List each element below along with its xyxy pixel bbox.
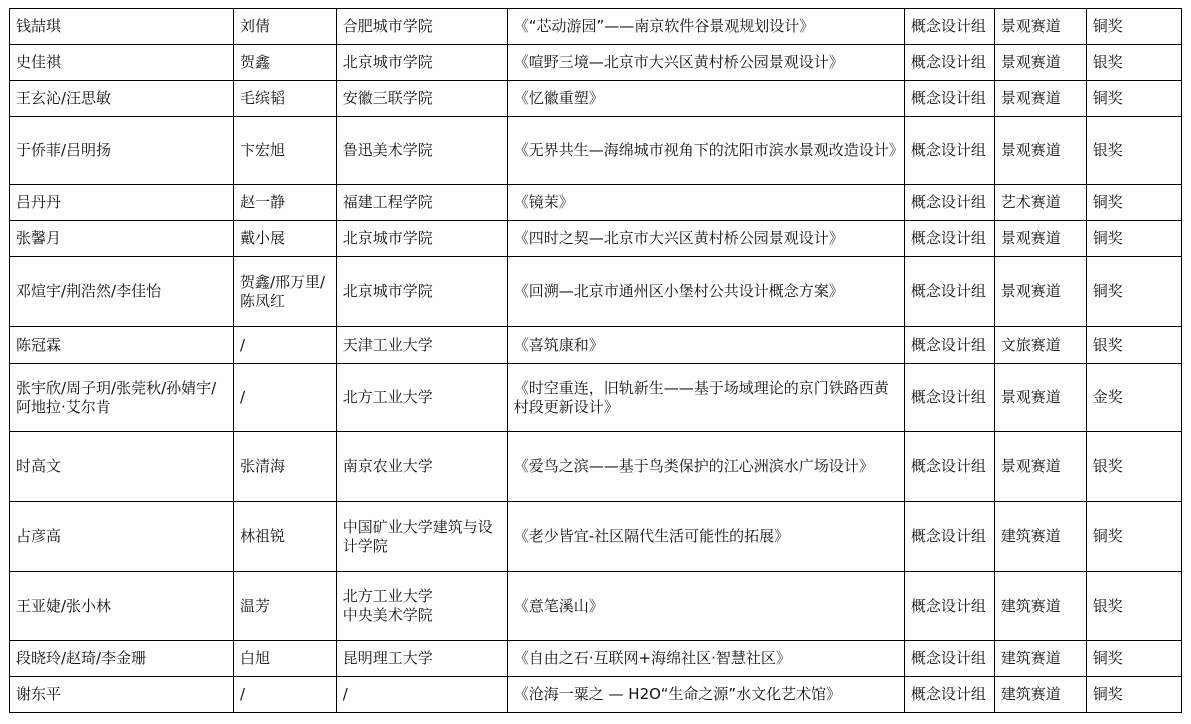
group-cell: 概念设计组	[904, 432, 994, 502]
advisor-cell: 贺鑫	[234, 45, 337, 81]
award-cell: 铜奖	[1086, 502, 1181, 572]
track-cell: 景观赛道	[994, 81, 1086, 117]
table-row	[10, 641, 1182, 677]
group-cell: 概念设计组	[904, 641, 994, 677]
advisor-cell: /	[234, 327, 337, 364]
award-cell: 银奖	[1086, 327, 1181, 364]
school-cell: 合肥城市学院	[336, 9, 507, 45]
advisor-cell: 林祖锐	[234, 502, 337, 572]
table-row	[10, 364, 1182, 432]
table-row	[10, 9, 1182, 45]
award-cell: 银奖	[1086, 432, 1181, 502]
participant-cell: 段晓玲/赵琦/李金珊	[10, 641, 234, 677]
track-cell: 艺术赛道	[994, 185, 1086, 221]
table-row	[10, 432, 1182, 502]
table-row	[10, 502, 1182, 572]
work-title-cell: 《爱鸟之滨——基于鸟类保护的江心洲滨水广场设计》	[507, 432, 904, 502]
advisor-cell: 戴小展	[234, 221, 337, 257]
work-title-cell: 《自由之石·互联网+海绵社区·智慧社区》	[507, 641, 904, 677]
work-title-cell: 《时空重连，旧轨新生——基于场域理论的京门铁路西黄村段更新设计》	[507, 364, 904, 432]
advisor-cell: 毛缤韬	[234, 81, 337, 117]
track-cell: 建筑赛道	[994, 641, 1086, 677]
advisor-cell: /	[234, 677, 337, 713]
advisor-cell: /	[234, 364, 337, 432]
awards-table	[9, 8, 1182, 713]
participant-cell: 于侨菲/吕明扬	[10, 117, 234, 185]
participant-cell: 张馨月	[10, 221, 234, 257]
school-line: 北方工业大学	[342, 587, 433, 605]
table-row	[10, 221, 1182, 257]
table-row	[10, 257, 1182, 327]
group-cell: 概念设计组	[904, 502, 994, 572]
school-cell: 安徽三联学院	[336, 81, 507, 117]
group-cell: 概念设计组	[904, 572, 994, 641]
award-cell: 铜奖	[1086, 257, 1181, 327]
work-title-cell: 《喧野三境—北京市大兴区黄村桥公园景观设计》	[507, 45, 904, 81]
table-row	[10, 117, 1182, 185]
work-title-cell: 《四时之契—北京市大兴区黄村桥公园景观设计》	[507, 221, 904, 257]
track-cell: 景观赛道	[994, 9, 1086, 45]
award-cell: 银奖	[1086, 45, 1181, 81]
award-cell: 铜奖	[1086, 185, 1181, 221]
award-cell: 银奖	[1086, 117, 1181, 185]
participant-cell: 王玄沁/汪思敏	[10, 81, 234, 117]
award-cell: 银奖	[1086, 572, 1181, 641]
participant-cell: 张宇欣/周子玥/张莞秋/孙婧宇/阿地拉·艾尔肯	[10, 364, 234, 432]
group-cell: 概念设计组	[904, 9, 994, 45]
participant-cell: 史佳祺	[10, 45, 234, 81]
participant-cell: 占彦高	[10, 502, 234, 572]
school-cell: 北方工业大学	[336, 364, 507, 432]
award-cell: 铜奖	[1086, 9, 1181, 45]
track-cell: 景观赛道	[994, 45, 1086, 81]
track-cell: 建筑赛道	[994, 677, 1086, 713]
group-cell: 概念设计组	[904, 117, 994, 185]
work-title-cell: 《喜筑康和》	[507, 327, 904, 364]
participant-cell: 谢东平	[10, 677, 234, 713]
work-title-cell: 《沧海一粟之 — H2O“生命之源”水文化艺术馆》	[507, 677, 904, 713]
table-row	[10, 45, 1182, 81]
track-cell: 景观赛道	[994, 432, 1086, 502]
work-title-cell: 《意笔溪山》	[507, 572, 904, 641]
school-cell: 昆明理工大学	[336, 641, 507, 677]
school-cell	[336, 572, 507, 641]
work-title-cell: 《无界共生—海绵城市视角下的沈阳市滨水景观改造设计》	[507, 117, 904, 185]
group-cell: 概念设计组	[904, 364, 994, 432]
track-cell: 文旅赛道	[994, 327, 1086, 364]
participant-cell: 邓煊宇/荆浩然/李佳怡	[10, 257, 234, 327]
group-cell: 概念设计组	[904, 81, 994, 117]
school-cell: 北京城市学院	[336, 221, 507, 257]
school-cell: 福建工程学院	[336, 185, 507, 221]
participant-cell: 时高文	[10, 432, 234, 502]
award-cell: 金奖	[1086, 364, 1181, 432]
school-cell: 南京农业大学	[336, 432, 507, 502]
advisor-cell: 温芳	[234, 572, 337, 641]
school-cell: /	[336, 677, 507, 713]
advisor-cell: 刘倩	[234, 9, 337, 45]
track-cell: 景观赛道	[994, 221, 1086, 257]
group-cell: 概念设计组	[904, 677, 994, 713]
table-row	[10, 327, 1182, 364]
work-title-cell: 《镜茉》	[507, 185, 904, 221]
participant-cell: 钱喆琪	[10, 9, 234, 45]
advisor-cell: 贺鑫/邢万里/陈凤红	[234, 257, 337, 327]
school-cell: 北京城市学院	[336, 45, 507, 81]
school-line: 中央美术学院	[342, 606, 433, 624]
table-row	[10, 572, 1182, 641]
advisor-cell: 卞宏旭	[234, 117, 337, 185]
school-cell: 鲁迅美术学院	[336, 117, 507, 185]
group-cell: 概念设计组	[904, 221, 994, 257]
table-row	[10, 185, 1182, 221]
track-cell: 建筑赛道	[994, 502, 1086, 572]
work-title-cell: 《“芯动游园”——南京软件谷景观规划设计》	[507, 9, 904, 45]
award-cell: 铜奖	[1086, 81, 1181, 117]
award-cell: 铜奖	[1086, 677, 1181, 713]
advisor-cell: 赵一静	[234, 185, 337, 221]
award-cell: 铜奖	[1086, 641, 1181, 677]
advisor-cell: 白旭	[234, 641, 337, 677]
participant-cell: 王亚婕/张小林	[10, 572, 234, 641]
group-cell: 概念设计组	[904, 185, 994, 221]
school-cell: 北京城市学院	[336, 257, 507, 327]
track-cell: 景观赛道	[994, 364, 1086, 432]
school-cell: 天津工业大学	[336, 327, 507, 364]
table-row	[10, 677, 1182, 713]
work-title-cell: 《回溯—北京市通州区小堡村公共设计概念方案》	[507, 257, 904, 327]
work-title-cell: 《忆徽重塑》	[507, 81, 904, 117]
group-cell: 概念设计组	[904, 327, 994, 364]
award-cell: 铜奖	[1086, 221, 1181, 257]
table-row	[10, 81, 1182, 117]
group-cell: 概念设计组	[904, 45, 994, 81]
track-cell: 建筑赛道	[994, 572, 1086, 641]
advisor-cell: 张清海	[234, 432, 337, 502]
group-cell: 概念设计组	[904, 257, 994, 327]
school-cell: 中国矿业大学建筑与设计学院	[336, 502, 507, 572]
participant-cell: 吕丹丹	[10, 185, 234, 221]
participant-cell: 陈冠霖	[10, 327, 234, 364]
track-cell: 景观赛道	[994, 257, 1086, 327]
work-title-cell: 《老少皆宜-社区隔代生活可能性的拓展》	[507, 502, 904, 572]
track-cell: 景观赛道	[994, 117, 1086, 185]
